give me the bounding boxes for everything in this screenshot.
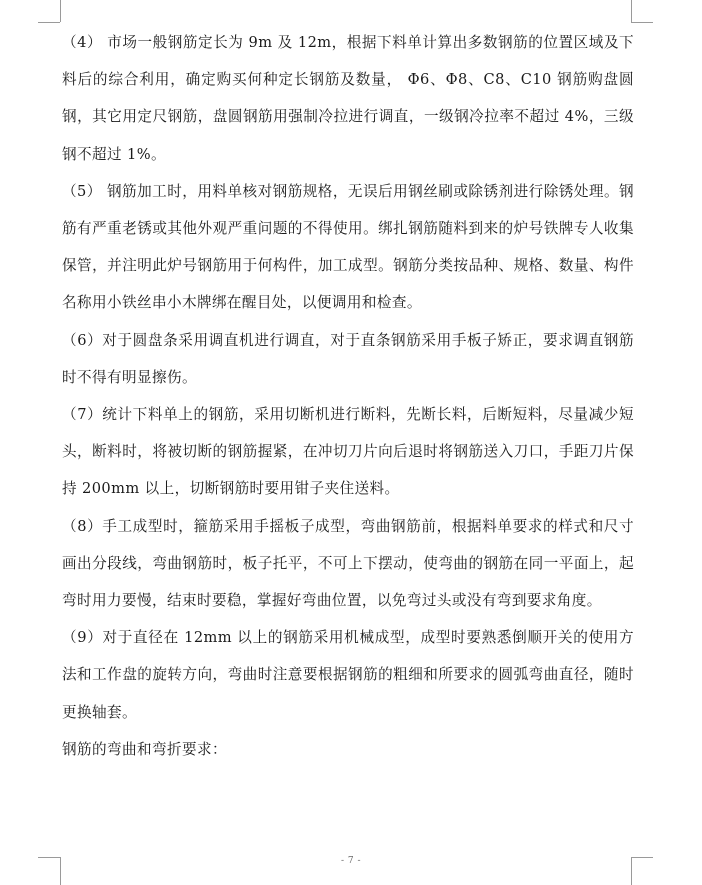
paragraph-8: （8）手工成型时，箍筋采用手摇板子成型，弯曲钢筋前，根据料单要求的样式和尺寸画出分段线，弯曲钢筋时，板子托平，不可上下摆动，使弯曲的钢筋在同一平面上，起弯时用力要慢，结束时要稳，掌握好弯曲位置，以免弯过头或没有弯到要求角度。 bbox=[62, 517, 634, 610]
section-heading: 钢筋的弯曲和弯折要求： bbox=[62, 740, 227, 758]
crop-mark-top-right bbox=[631, 22, 653, 23]
crop-mark-top-left bbox=[38, 22, 60, 23]
crop-mark-top-left bbox=[60, 0, 61, 22]
document-body bbox=[62, 24, 634, 768]
paragraph-5: （5） 钢筋加工时，用料单核对钢筋规格，无误后用钢丝刷或除锈剂进行除锈处理。钢筋有严重老锈或其他外观严重问题的不得使用。绑扎钢筋随料到来的炉号铁牌专人收集保管，并注明此炉号钢筋用于何构件，加工成型。钢筋分类按品种、规格、数量、构件名称用小铁丝串小木牌绑在醒目处，以便调用和检查。 bbox=[62, 182, 634, 312]
paragraph-7: （7）统计下料单上的钢筋，采用切断机进行断料，先断长料，后断短料，尽量减少短头，断料时，将被切断的钢筋握紧，在冲切刀片向后退时将钢筋送入刀口，手距刀片保持 200mm 以上，切断钢筋时要用钳子夹住送料。 bbox=[62, 406, 634, 498]
crop-mark-top-right bbox=[631, 0, 632, 22]
paragraph-6: （6）对于圆盘条采用调直机进行调直，对于直条钢筋采用手板子矫正，要求调直钢筋时不得有明显擦伤。 bbox=[62, 331, 634, 386]
paragraph-9: （9）对于直径在 12mm 以上的钢筋采用机械成型，成型时要熟悉倒顺开关的使用方法和工作盘的旋转方向，弯曲时注意要根据钢筋的粗细和所要求的圆弧弯曲直径，随时更换轴套。 bbox=[62, 629, 634, 721]
paragraph-4: （4） 市场一般钢筋定长为 9m 及 12m，根据下料单计算出多数钢筋的位置区域及下料后的综合利用，确定购买何种定长钢筋及数量， Φ6、Φ8、C8、C10 钢筋购盘圆钢，其它用定尺钢筋，盘圆钢筋用强制冷拉进行调直，一级钢冷拉率不超过 4%，三级钢不超过 1%。 bbox=[62, 34, 634, 163]
page-number: - 7 - bbox=[340, 856, 362, 866]
